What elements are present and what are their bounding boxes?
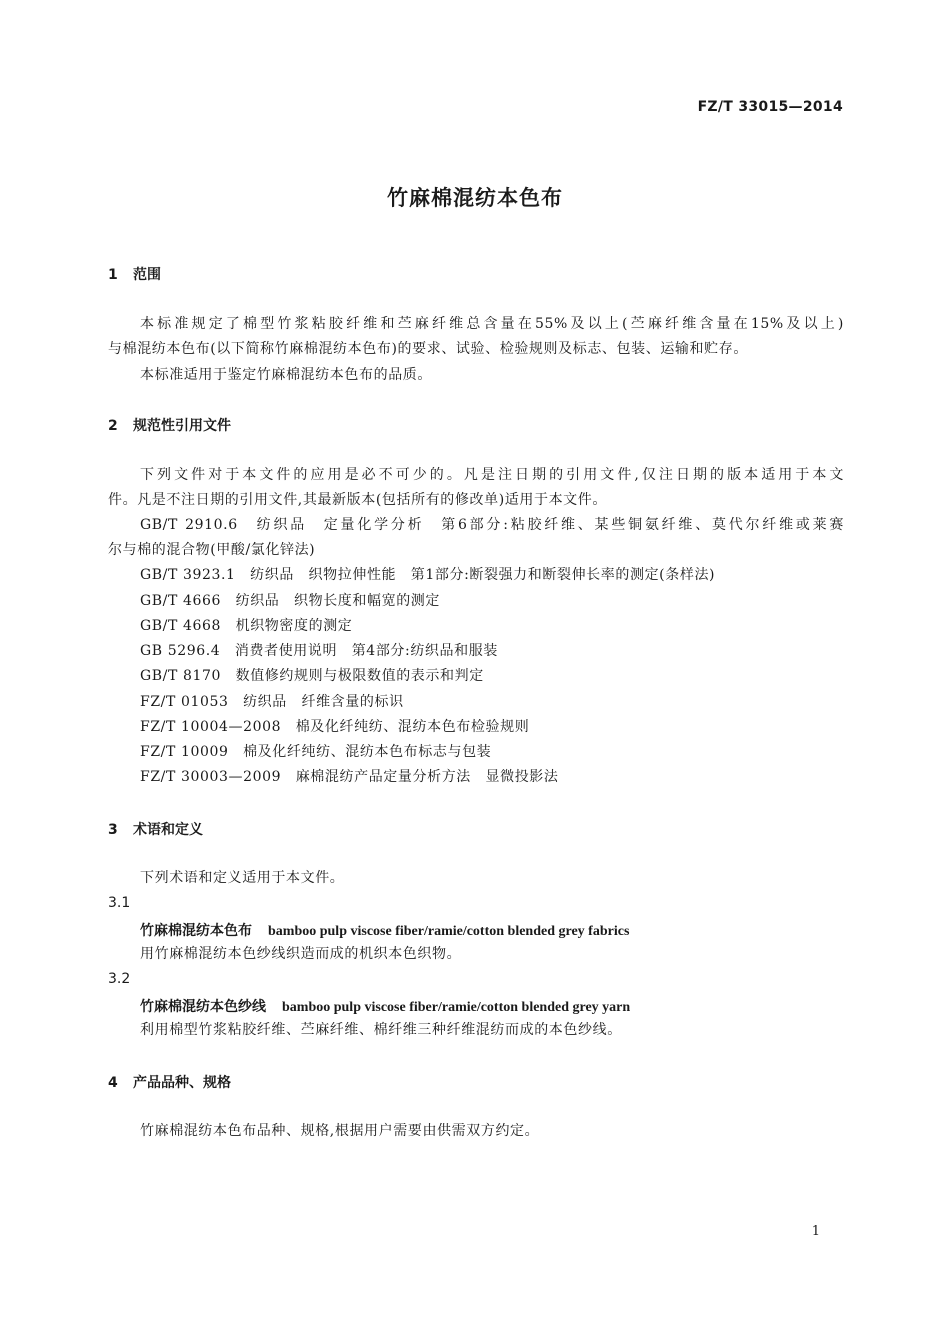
section-title: 产品品种、规格 [133, 1075, 231, 1091]
section-number: 1 [108, 267, 118, 283]
term-number: 3.2 [108, 971, 131, 987]
term-definition: 用竹麻棉混纺本色纱线织造而成的机织本色织物。 [140, 946, 462, 962]
section-number: 4 [108, 1075, 118, 1091]
term-english: bamboo pulp viscose fiber/ramie/cotton blended grey yarn [282, 1000, 631, 1015]
reference-item: GB/T 4666 纺织品 织物长度和幅宽的测定 [140, 593, 441, 609]
reference-item: 尔与棉的混合物(甲酸/氯化锌法) [108, 542, 316, 558]
reference-item: GB/T 8170 数值修约规则与极限数值的表示和判定 [140, 668, 484, 684]
document-title: 竹麻棉混纺本色布 [387, 186, 563, 210]
section-heading-3 [108, 819, 203, 839]
paragraph-line: 与棉混纺本色布(以下简称竹麻棉混纺本色布)的要求、试验、检验规则及标志、包装、运输和贮存。 [108, 341, 748, 357]
section-heading-2 [108, 415, 231, 435]
section-heading-4 [108, 1072, 231, 1092]
reference-item: GB/T 3923.1 纺织品 织物拉伸性能 第1部分:断裂强力和断裂伸长率的测定(条样法) [140, 567, 716, 583]
section-number: 3 [108, 822, 118, 838]
reference-item: GB 5296.4 消费者使用说明 第4部分:纺织品和服装 [140, 643, 498, 659]
standard-code: FZ/T 33015—2014 [697, 99, 843, 115]
reference-item: FZ/T 30003—2009 麻棉混纺产品定量分析方法 显微投影法 [140, 769, 559, 785]
section-title: 规范性引用文件 [133, 418, 231, 434]
term-heading [140, 920, 629, 940]
paragraph-line: 本标准适用于鉴定竹麻棉混纺本色布的品质。 [140, 367, 432, 383]
reference-item: GB/T 4668 机织物密度的测定 [140, 618, 353, 634]
paragraph-line: 件。凡是不注日期的引用文件,其最新版本(包括所有的修改单)适用于本文件。 [108, 492, 607, 508]
term-number: 3.1 [108, 895, 131, 911]
section-number: 2 [108, 418, 118, 434]
paragraph-line: 下列术语和定义适用于本文件。 [140, 870, 345, 886]
term-english: bamboo pulp viscose fiber/ramie/cotton blended grey fabrics [268, 924, 630, 939]
section-heading-1 [108, 264, 161, 284]
paragraph-line: 本标准规定了棉型竹浆粘胶纤维和苎麻纤维总含量在55%及以上(苎麻纤维含量在15%及以上) [140, 316, 844, 332]
reference-item: GB/T 2910.6 纺织品 定量化学分析 第6部分:粘胶纤维、某些铜氨纤维、莫代尔纤维或莱赛 [140, 517, 844, 533]
reference-item: FZ/T 01053 纺织品 纤维含量的标识 [140, 694, 404, 710]
page-number: 1 [811, 1224, 820, 1239]
section-title: 术语和定义 [133, 822, 203, 838]
term-chinese: 竹麻棉混纺本色布 [140, 923, 252, 939]
paragraph-line: 竹麻棉混纺本色布品种、规格,根据用户需要由供需双方约定。 [140, 1123, 540, 1139]
term-chinese: 竹麻棉混纺本色纱线 [140, 999, 266, 1015]
section-title: 范围 [133, 267, 161, 283]
reference-item: FZ/T 10009 棉及化纤纯纺、混纺本色布标志与包装 [140, 744, 492, 760]
paragraph-line: 下列文件对于本文件的应用是必不可少的。凡是注日期的引用文件,仅注日期的版本适用于本文 [140, 467, 844, 483]
term-definition: 利用棉型竹浆粘胶纤维、苎麻纤维、棉纤维三种纤维混纺而成的本色纱线。 [140, 1022, 622, 1038]
term-heading [140, 996, 630, 1016]
reference-item: FZ/T 10004—2008 棉及化纤纯纺、混纺本色布检验规则 [140, 719, 530, 735]
